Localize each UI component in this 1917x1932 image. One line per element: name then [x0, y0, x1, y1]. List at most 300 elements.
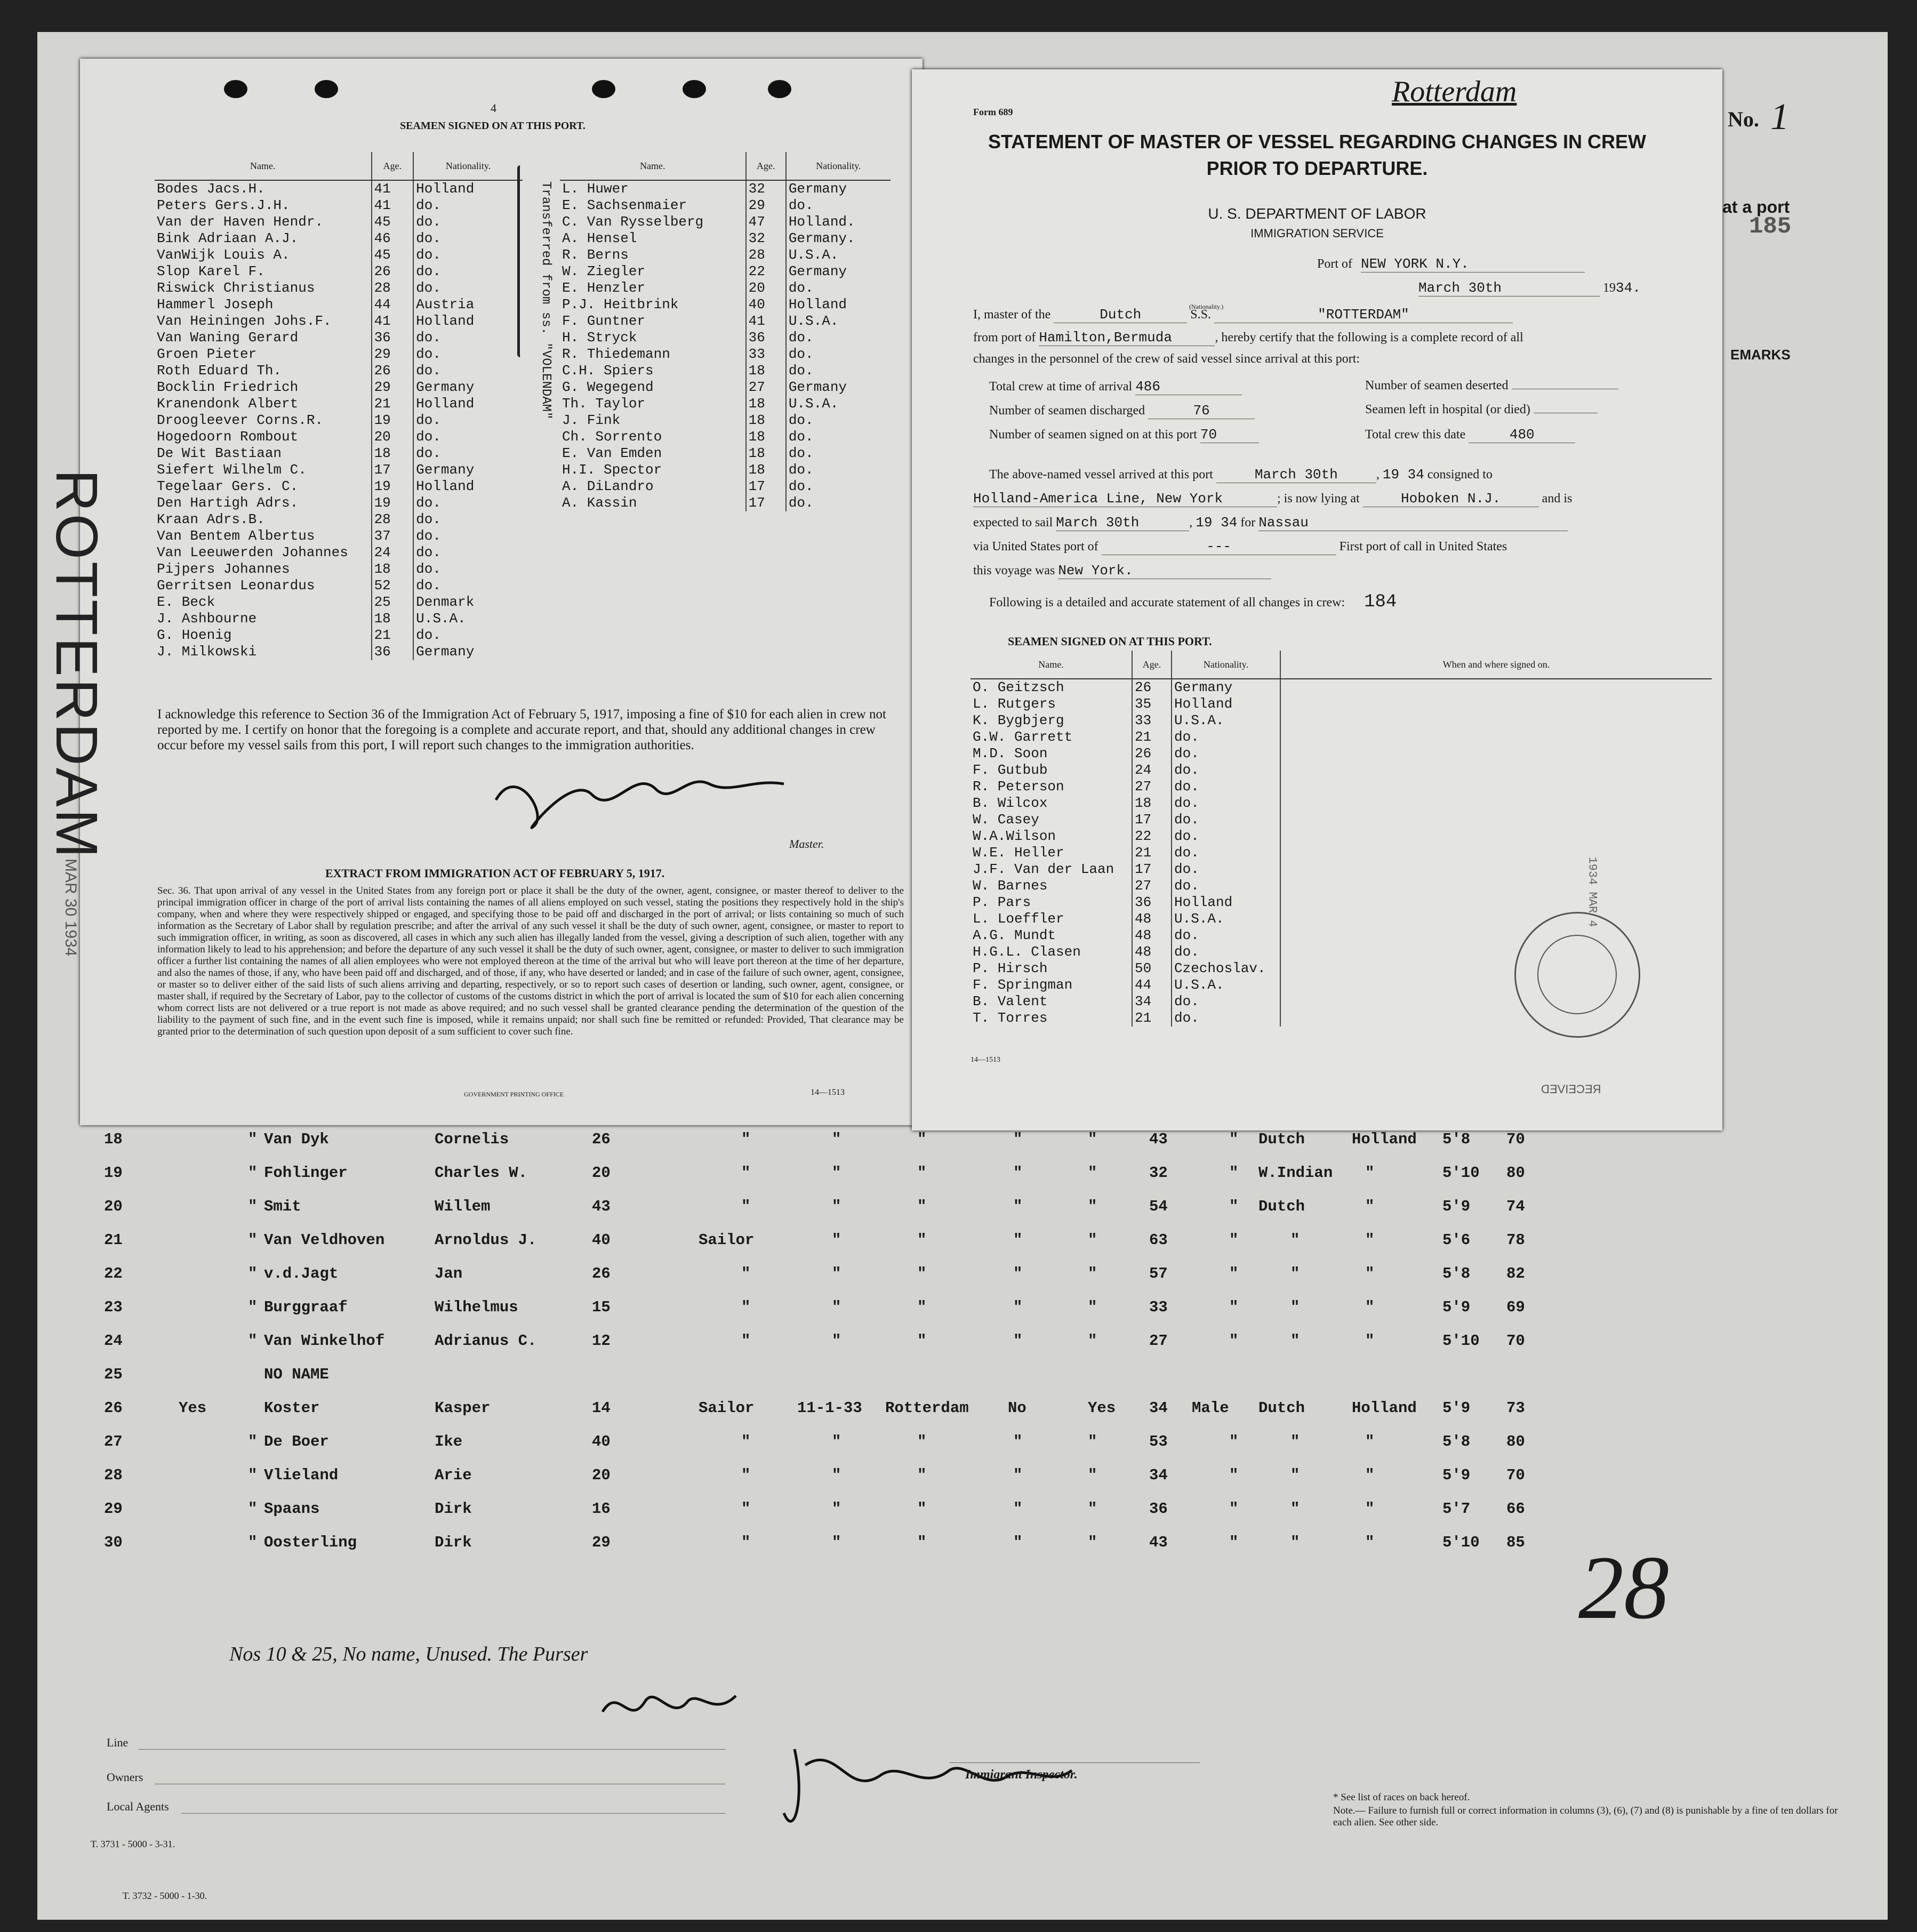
- crew-age: 29: [372, 379, 414, 396]
- ship-name: "ROTTERDAM": [1214, 307, 1513, 323]
- form-subtitle: PRIOR TO DEPARTURE.: [1206, 157, 1428, 179]
- ditto-mark: ": [1365, 1265, 1375, 1282]
- manifest-surname: Spaans: [264, 1500, 320, 1518]
- inspector-signature: [773, 1733, 1104, 1842]
- crew-nationality: U.S.A.: [786, 247, 891, 263]
- ditto-mark: ": [1365, 1534, 1375, 1551]
- crew-nationality: U.S.A.: [786, 396, 891, 412]
- stamp-date: 1934 MAR 4: [1585, 856, 1599, 927]
- when-where-cell: [1280, 993, 1712, 1010]
- crew-nationality: Holland: [1172, 696, 1280, 712]
- manifest-wt: 69: [1506, 1298, 1525, 1316]
- races-note: * See list of races on back hereof.: [1333, 1792, 1470, 1803]
- crew-name: Ch. Sorrento: [562, 429, 662, 445]
- ditto-mark: ": [1088, 1265, 1097, 1282]
- crew-name: Roth Eduard Th.: [157, 363, 282, 379]
- crew-name: E. Beck: [157, 594, 215, 610]
- table-row: [560, 445, 891, 462]
- ditto-mark: ": [1229, 1265, 1239, 1282]
- manifest-num: 34: [1149, 1399, 1168, 1417]
- table-row: [560, 363, 891, 379]
- table-row: [155, 412, 523, 429]
- remarks-header: EMARKS: [1730, 347, 1791, 363]
- ditto-mark: ": [1229, 1433, 1239, 1450]
- table-row: [155, 230, 523, 247]
- crew-nationality: do.: [786, 412, 891, 429]
- right-footer-code: 14—1513: [970, 1056, 1000, 1064]
- crew-nationality: U.S.A.: [1172, 712, 1280, 729]
- crew-age: 18: [746, 462, 786, 478]
- manifest-given: Jan: [435, 1265, 463, 1282]
- signed-on-label: Number of seamen signed on at this port: [989, 428, 1197, 442]
- manifest-num: 34: [1149, 1466, 1168, 1484]
- ditto-mark: ": [248, 1433, 258, 1450]
- manifest-surname: Vlieland: [264, 1466, 339, 1484]
- crew-nationality: do.: [413, 263, 523, 280]
- crew-age: 47: [746, 214, 786, 230]
- via-value: ---: [1102, 539, 1336, 555]
- table-row: [155, 429, 523, 445]
- crew-nationality: do.: [413, 230, 523, 247]
- crew-age: 21: [1132, 1010, 1172, 1027]
- manifest-given: Ike: [435, 1433, 463, 1450]
- crew-age: 20: [372, 429, 414, 445]
- crew-nationality: Holland: [786, 296, 891, 313]
- form-number: Form 689: [973, 107, 1013, 117]
- ditto-mark: ": [1229, 1198, 1239, 1215]
- crew-age: 21: [1132, 729, 1172, 745]
- crew-age: 17: [746, 495, 786, 511]
- ditto-mark: ": [917, 1231, 927, 1249]
- owners-label: Owners: [107, 1770, 143, 1784]
- manifest-country: Holland: [1352, 1131, 1417, 1148]
- manifest-ht: 5'10: [1442, 1332, 1480, 1350]
- ditto-mark: ": [917, 1332, 927, 1350]
- seamen-heading: SEAMEN SIGNED ON AT THIS PORT.: [400, 120, 585, 132]
- ditto-mark: ": [1013, 1298, 1023, 1316]
- crew-nationality: Germany: [1172, 679, 1280, 696]
- consignee-value: Holland-America Line, New York: [973, 491, 1277, 507]
- ditto-mark: ": [1088, 1131, 1097, 1148]
- crew-name: Hogedoorn Rombout: [157, 429, 299, 445]
- col-age-2: Age.: [746, 152, 786, 180]
- margin-date: MAR 30 1934: [62, 859, 79, 957]
- crew-name: Bink Adriaan A.J.: [157, 230, 299, 246]
- ditto-mark: ": [917, 1265, 927, 1282]
- ditto-mark: ": [1088, 1164, 1097, 1182]
- crew-age: 34: [1132, 993, 1172, 1010]
- table-row: [560, 346, 891, 363]
- crew-age: 29: [372, 346, 414, 363]
- table-row: [970, 845, 1712, 861]
- margin-stamp: ROTTERDAM: [44, 469, 109, 860]
- manifest-num: 36: [1149, 1500, 1168, 1518]
- lying-value: Hoboken N.J.: [1363, 491, 1539, 507]
- crew-age: 35: [1132, 696, 1172, 712]
- ditto-mark: ": [1013, 1332, 1023, 1350]
- crew-nationality: U.S.A.: [413, 611, 523, 627]
- ditto-mark: ": [1013, 1500, 1023, 1518]
- manifest-given: Dirk: [435, 1500, 472, 1518]
- ditto-mark: ": [1229, 1332, 1239, 1350]
- crew-nationality: do.: [1172, 745, 1280, 762]
- ditto-mark: ": [1290, 1231, 1300, 1249]
- ditto-mark: ": [832, 1231, 841, 1249]
- crew-nationality: do.: [413, 412, 523, 429]
- crew-name: G. Wegegend: [562, 379, 654, 395]
- manifest-age: 26: [592, 1131, 611, 1148]
- crew-name: R. Berns: [562, 247, 629, 263]
- when-where-cell: [1280, 696, 1712, 712]
- crew-nationality: do.: [413, 561, 523, 578]
- manifest-race: Dutch: [1258, 1198, 1305, 1215]
- crew-age: 41: [372, 197, 414, 214]
- total-date-value: 480: [1469, 427, 1575, 443]
- ditto-mark: ": [248, 1231, 258, 1249]
- manifest-wt: 74: [1506, 1198, 1525, 1215]
- signed-on-value: 70: [1200, 427, 1259, 443]
- table-row: [970, 795, 1712, 812]
- expected-value: March 30th: [1056, 515, 1189, 531]
- when-where-cell: [1280, 828, 1712, 845]
- crew-name: W. Casey: [973, 812, 1039, 828]
- table-row: [155, 478, 523, 495]
- purser-signature: [597, 1680, 757, 1736]
- crew-nationality: do.: [1172, 812, 1280, 828]
- crew-name: Droogleever Corns.R.: [157, 412, 324, 428]
- table-row: [560, 296, 891, 313]
- crew-nationality: do.: [1172, 779, 1280, 795]
- received-stamp: RECEIVED: [1541, 1083, 1601, 1096]
- crew-nationality: Holland: [413, 396, 523, 412]
- table-row: [155, 247, 523, 263]
- crew-name: Groen Pieter: [157, 346, 257, 362]
- crew-name: W. Barnes: [973, 878, 1048, 894]
- manifest-num: 57: [1149, 1265, 1168, 1282]
- manifest-wt: 78: [1506, 1231, 1525, 1249]
- crew-age: 26: [372, 263, 414, 280]
- ditto-mark: ": [1013, 1198, 1023, 1215]
- crew-nationality: do.: [786, 363, 891, 379]
- at-port-label: at a port: [1722, 197, 1790, 217]
- col-age: Age.: [372, 152, 414, 180]
- when-where-cell: [1280, 795, 1712, 812]
- crew-name: Siefert Wilhelm C.: [157, 462, 307, 478]
- manifest-age: 43: [592, 1198, 611, 1215]
- when-where-cell: [1280, 927, 1712, 944]
- table-row: [155, 263, 523, 280]
- crew-name: A. Kassin: [562, 495, 637, 511]
- year-prefix: 19: [1603, 281, 1616, 295]
- total-arrival-value: 486: [1135, 379, 1242, 395]
- ditto-mark: ": [832, 1534, 841, 1551]
- changes-text: changes in the personnel of the crew of said vessel since arrival at this port:: [973, 352, 1360, 366]
- manifest-surname: Burggraaf: [264, 1298, 348, 1316]
- crew-age: 48: [1132, 927, 1172, 944]
- when-where-cell: [1280, 845, 1712, 861]
- crew-name: W.A.Wilson: [973, 828, 1056, 844]
- crew-nationality: do.: [786, 330, 891, 346]
- extract-text: Sec. 36. That upon arrival of any vessel in the United States from any foreign port or place it shall be the duty of the owner, agent, consignee, or master thereof to deliver to the principal immigration officer in charge of the port of arrival lists containing the names of all aliens employed on such vessel, stating the positions they respectively hold in the ship's company, when and where they were respectively shipped or engaged, and specifying those to be paid off and discharged in the port of arrival; or lists containing so much of such information as the Secretary of Labor shall by regulation prescribe; and after the arrival of any such vessel it shall be the duty of such owner, agent, consignee, or master to report to such immigration officer, in writing, as soon as discovered, all cases in which any such alien has illegally landed from the vessel, giving a description of such alien, together with any information likely to lead to his apprehension; and before the departure of any such vessel it shall be the duty of such owner, agent, consignee, or master to deliver to such immigration officer a further list containing the names of all alien employees who were not employed thereon at the time of the arrival but who will leave port thereon at the time of her departure, and also the names of those, if any, who have been paid off and discharged, and of those, if any, who have deserted or landed; and in case of the failure of such owner, agent, consignee, or master so to deliver either of the said lists of such aliens arriving and departing, respectively, or so to report such cases of desertion or landing, such owner, agent, consignee, or master shall, if required by the Secretary of Labor, pay to the collector of customs of the customs district in which the port of arrival is located the sum of $10 for each alien concerning whom correct lists are not delivered or a true report is not made as above required; and no such vessel shall be granted clearance pending the determination of the question of the liability to the payment of such fine, and in the event such fine is imposed, while it remains unpaid; nor shall such fine be remitted or refunded: Provided, That clearance may be granted prior to the determination of such question upon deposit of a sum sufficient to cover such fine.: [157, 885, 904, 1037]
- crew-nationality: do.: [413, 495, 523, 511]
- crew-age: 28: [746, 247, 786, 263]
- ditto-mark: ": [832, 1198, 841, 1215]
- manifest-surname: Smit: [264, 1198, 301, 1215]
- manifest-num: 53: [1149, 1433, 1168, 1450]
- ditto-mark: ": [1088, 1534, 1097, 1551]
- crew-name: H.I. Spector: [562, 462, 662, 478]
- voyage-label: this voyage was: [973, 564, 1055, 578]
- manifest-ht: 5'10: [1442, 1164, 1480, 1182]
- table-row: [970, 729, 1712, 745]
- crew-age: 22: [1132, 828, 1172, 845]
- manifest-occ: Sailor: [699, 1399, 755, 1417]
- crew-age: 26: [1132, 745, 1172, 762]
- acknowledgement: I acknowledge this reference to Section 36 of the Immigration Act of February 5, 1917, imposing a fine of $10 for each alien in crew not reported by me. I certify on honor that the foregoing is a complete and accurate report, and that, should any additional changes in crew occur before my vessel sails from this port, I will report such changes to the immigration authorities.: [157, 707, 886, 752]
- manifest-wt: 73: [1506, 1399, 1525, 1417]
- manifest-wt: 70: [1506, 1466, 1525, 1484]
- manifest-surname: Van Veldhoven: [264, 1231, 385, 1249]
- manifest-n: 28: [104, 1466, 123, 1484]
- crew-age: 18: [372, 445, 414, 462]
- manifest-given: Arie: [435, 1466, 472, 1484]
- crew-age: 18: [746, 429, 786, 445]
- ditto-mark: ": [1229, 1466, 1239, 1484]
- table-row: [155, 396, 523, 412]
- crew-age: 18: [746, 363, 786, 379]
- crew-name: A. Hensel: [562, 230, 637, 246]
- rp-col-name: Name.: [970, 651, 1132, 679]
- crew-name: F. Springman: [973, 977, 1073, 993]
- manifest-n: 21: [104, 1231, 123, 1249]
- manifest-age: 15: [592, 1298, 611, 1316]
- table-row: [155, 495, 523, 511]
- ditto-mark: ": [1088, 1466, 1097, 1484]
- manifest-n: 30: [104, 1534, 123, 1551]
- crew-name: E. Henzler: [562, 280, 646, 296]
- expected-label: expected to sail: [973, 516, 1053, 530]
- manifest-num: 33: [1149, 1298, 1168, 1316]
- crew-age: 41: [372, 180, 414, 197]
- ditto-mark: ": [1088, 1332, 1097, 1350]
- ditto-mark: ": [1013, 1265, 1023, 1282]
- crew-nationality: do.: [413, 363, 523, 379]
- manifest-age: 26: [592, 1265, 611, 1282]
- port-value: NEW YORK N.Y.: [1361, 256, 1585, 272]
- manifest-num: 54: [1149, 1198, 1168, 1215]
- date-value: March 30th: [1418, 280, 1600, 296]
- crew-name: P. Hirsch: [973, 960, 1048, 976]
- crew-nationality: do.: [413, 528, 523, 544]
- manifest-ht: 5'10: [1442, 1534, 1480, 1551]
- crew-age: 18: [1132, 795, 1172, 812]
- crew-name: F. Gutbub: [973, 762, 1048, 778]
- crew-nationality: do.: [1172, 828, 1280, 845]
- agents-label: Local Agents: [107, 1800, 169, 1813]
- ditto-mark: ": [832, 1500, 841, 1518]
- crew-name: K. Bygbjerg: [973, 712, 1064, 728]
- following-label: Following is a detailed and accurate statement of all changes in crew:: [989, 596, 1345, 610]
- ditto-mark: ": [1013, 1433, 1023, 1450]
- manifest-num: 43: [1149, 1131, 1168, 1148]
- crew-nationality: Holland: [413, 180, 523, 197]
- ditto-mark: ": [917, 1198, 927, 1215]
- ditto-mark: ": [741, 1198, 751, 1215]
- ditto-mark: ": [832, 1433, 841, 1450]
- manifest-ht: 5'9: [1442, 1198, 1471, 1215]
- table-row: [155, 330, 523, 346]
- ditto-mark: ": [917, 1534, 927, 1551]
- manifest-yes: Yes: [179, 1399, 207, 1417]
- crew-age: 17: [1132, 861, 1172, 878]
- crew-name: Van Heiningen Johs.F.: [157, 313, 332, 329]
- ditto-mark: ": [1290, 1298, 1300, 1316]
- crew-name: B. Valent: [973, 993, 1048, 1009]
- voyage-value: New York.: [1058, 563, 1271, 579]
- table-row: [560, 313, 891, 330]
- crew-nationality: do.: [786, 197, 891, 214]
- crew-name: E. Van Emden: [562, 445, 662, 461]
- crew-name: A.G. Mundt: [973, 927, 1056, 943]
- crew-age: 44: [1132, 977, 1172, 993]
- ditto-mark: ": [1290, 1265, 1300, 1282]
- crew-name: R. Peterson: [973, 779, 1064, 795]
- crew-age: 45: [372, 214, 414, 230]
- crew-age: 36: [746, 330, 786, 346]
- crew-nationality: do.: [413, 578, 523, 594]
- crew-nationality: do.: [1172, 845, 1280, 861]
- table-row: [970, 894, 1712, 911]
- ditto-mark: ": [741, 1500, 751, 1518]
- table-row: [970, 696, 1712, 712]
- and-is: and is: [1542, 492, 1573, 506]
- table-row: [970, 812, 1712, 828]
- table-row: [970, 712, 1712, 729]
- when-where-cell: [1280, 762, 1712, 779]
- crew-name: Riswick Christianus: [157, 280, 315, 296]
- crew-age: 44: [372, 296, 414, 313]
- crew-name: G. Hoenig: [157, 627, 232, 643]
- crew-name: Peters Gers.J.H.: [157, 197, 290, 213]
- crew-age: 17: [746, 478, 786, 495]
- when-where-cell: [1280, 977, 1712, 993]
- crew-nationality: do.: [786, 478, 891, 495]
- crew-nationality: do.: [1172, 993, 1280, 1010]
- service: IMMIGRATION SERVICE: [1250, 227, 1384, 240]
- crew-nationality: U.S.A.: [1172, 911, 1280, 927]
- discharged-label: Number of seamen discharged: [989, 404, 1145, 418]
- ditto-mark: ": [248, 1332, 258, 1350]
- left-footer-code: 14—1513: [811, 1088, 845, 1097]
- table-row: [560, 478, 891, 495]
- ditto-mark: ": [1013, 1534, 1023, 1551]
- right-page: Form 689 Rotterdam STATEMENT OF MASTER OF VESSEL REGARDING CHANGES IN CREW PRIOR TO DEPARTURE. U. S. DEPARTMENT OF LABOR IMMIGRATION SERVICE Port of NEW YORK N.Y. March 30th 1934. I, master of the Dutch S.S. "ROTTERDAM" (Nationality.) from port of Hamilton,Bermuda , hereby certify that the following is a complete record of all changes in the personnel of the crew of said vessel since arrival at this port: Total crew at time of arrival 486 Number of seamen deserted Number of seamen discharged 76 Seamen left in hospital (or died) Number of seamen signed on at this port 70 Total crew this date 480 The above-named vessel arrived at this port March 30th , 19 34 consigned to Holland-America Line, New York ; is now lying at Hoboken N.J. and is expected to sail March 30th , 19 34 for Nassau via United States port of --- First port of call in United States this voyage was New York. Following is a detailed and accurate statement of all changes in crew: 184 SEAMEN SIGNED ON AT THIS PORT. Name. Age. Nationality. When and where signed on. O. Geitzsch 26 Germany L. Rutgers 35 Holland K. Bygbjerg 33 U.S.A. G.W. Garrett 21 do. M.D. Soon 26 do. F. Gutbub 24 do. R. Peterson 27 do. B. Wilcox 18 do. W. Casey 17 do. W.A.Wilson 22 do. W.E. Heller 21 do. J.F. Van der Laan 17 do. W. Barnes 27 do. P. Pars 36 Holland L. Loeffler 48 U.S.A. A.G. Mundt 48 do. H.G.L. Clasen 48 do. P. Hirsch 50 Czechoslav. F. Springman 44 U.S.A. B. Valent 34 do. T. Torres 21 do. 1934 MAR 4 14—1513 RECEIVED: [912, 69, 1722, 1131]
- rp-col-nationality: Nationality.: [1172, 651, 1280, 679]
- ditto-mark: ": [1229, 1534, 1239, 1551]
- crew-name: Tegelaar Gers. C.: [157, 478, 299, 494]
- total-date-label: Total crew this date: [1365, 428, 1466, 442]
- crew-age: 21: [372, 627, 414, 644]
- certify-text: , hereby certify that the following is a complete record of all: [1215, 331, 1523, 344]
- crew-name: W. Ziegler: [562, 263, 646, 279]
- ditto-mark: ": [1229, 1131, 1239, 1148]
- manifest-wt: 70: [1506, 1332, 1525, 1350]
- crew-nationality: Austria: [413, 296, 523, 313]
- ditto-mark: ": [1290, 1466, 1300, 1484]
- crew-nationality: do.: [413, 544, 523, 561]
- transferred-note: Transferred from ss. "VOLENDAM": [539, 181, 553, 420]
- ditto-mark: ": [1013, 1164, 1023, 1182]
- master-of-label: I, master of the: [973, 308, 1051, 322]
- table-row: [970, 828, 1712, 845]
- table-row: [560, 462, 891, 478]
- manifest-wt: 82: [1506, 1265, 1525, 1282]
- table-row: [155, 363, 523, 379]
- ditto-mark: ": [1365, 1466, 1375, 1484]
- note-text: Note.— Failure to furnish full or correct information in columns (3), (6), (7) and (8) is punishable by a fine of ten dollars for each alien. See other side.: [1333, 1805, 1838, 1828]
- manifest-race: Dutch: [1258, 1131, 1305, 1148]
- crew-age: 18: [746, 412, 786, 429]
- crew-age: 17: [372, 462, 414, 478]
- department: U. S. DEPARTMENT OF LABOR: [1208, 205, 1426, 222]
- manifest-race: Dutch: [1258, 1399, 1305, 1417]
- table-row: [155, 611, 523, 627]
- ditto-mark: ": [1365, 1231, 1375, 1249]
- crew-age: 48: [1132, 911, 1172, 927]
- manifest-surname: De Boer: [264, 1433, 329, 1450]
- crew-age: 27: [1132, 878, 1172, 894]
- lying-label: ; is now lying at: [1277, 492, 1360, 506]
- year-value: 34.: [1616, 280, 1641, 296]
- expected-year: 19 34: [1196, 515, 1238, 531]
- crew-name: Bocklin Friedrich: [157, 379, 299, 395]
- manifest-ht: 5'7: [1442, 1500, 1471, 1518]
- ditto-mark: ": [248, 1131, 258, 1148]
- manifest-age: 14: [592, 1399, 611, 1417]
- manifest-surname: Fohlinger: [264, 1164, 348, 1182]
- crew-name: J. Fink: [562, 412, 621, 428]
- crew-name: De Wit Bastiaan: [157, 445, 282, 461]
- manifest-n: 22: [104, 1265, 123, 1282]
- crew-nationality: do.: [1172, 762, 1280, 779]
- manifest-given: Cornelis: [435, 1131, 509, 1148]
- ditto-mark: ": [1088, 1500, 1097, 1518]
- manifest-num: 63: [1149, 1231, 1168, 1249]
- manifest-given: Willem: [435, 1198, 491, 1215]
- from-port-label: from port of: [973, 331, 1036, 344]
- crew-nationality: do.: [413, 197, 523, 214]
- ditto-mark: ": [248, 1298, 258, 1316]
- crew-name: O. Geitzsch: [973, 679, 1064, 695]
- crew-nationality: do.: [1172, 927, 1280, 944]
- crew-nationality: do.: [413, 330, 523, 346]
- manifest-age: 20: [592, 1164, 611, 1182]
- manifest-given: Wilhelmus: [435, 1298, 518, 1316]
- crew-nationality: do.: [786, 462, 891, 478]
- left-page: [80, 59, 923, 1125]
- manifest-age: 16: [592, 1500, 611, 1518]
- manifest-given: Kasper: [435, 1399, 491, 1417]
- table-row: [155, 462, 523, 478]
- ditto-mark: ": [741, 1298, 751, 1316]
- col-nationality: Nationality.: [413, 152, 523, 180]
- nationality-note: (Nationality.): [1189, 303, 1224, 310]
- crew-nationality: Germany: [786, 263, 891, 280]
- crew-age: 29: [746, 197, 786, 214]
- crew-nationality: do.: [413, 445, 523, 462]
- crew-age: 33: [746, 346, 786, 363]
- crew-name: H. Stryck: [562, 330, 637, 346]
